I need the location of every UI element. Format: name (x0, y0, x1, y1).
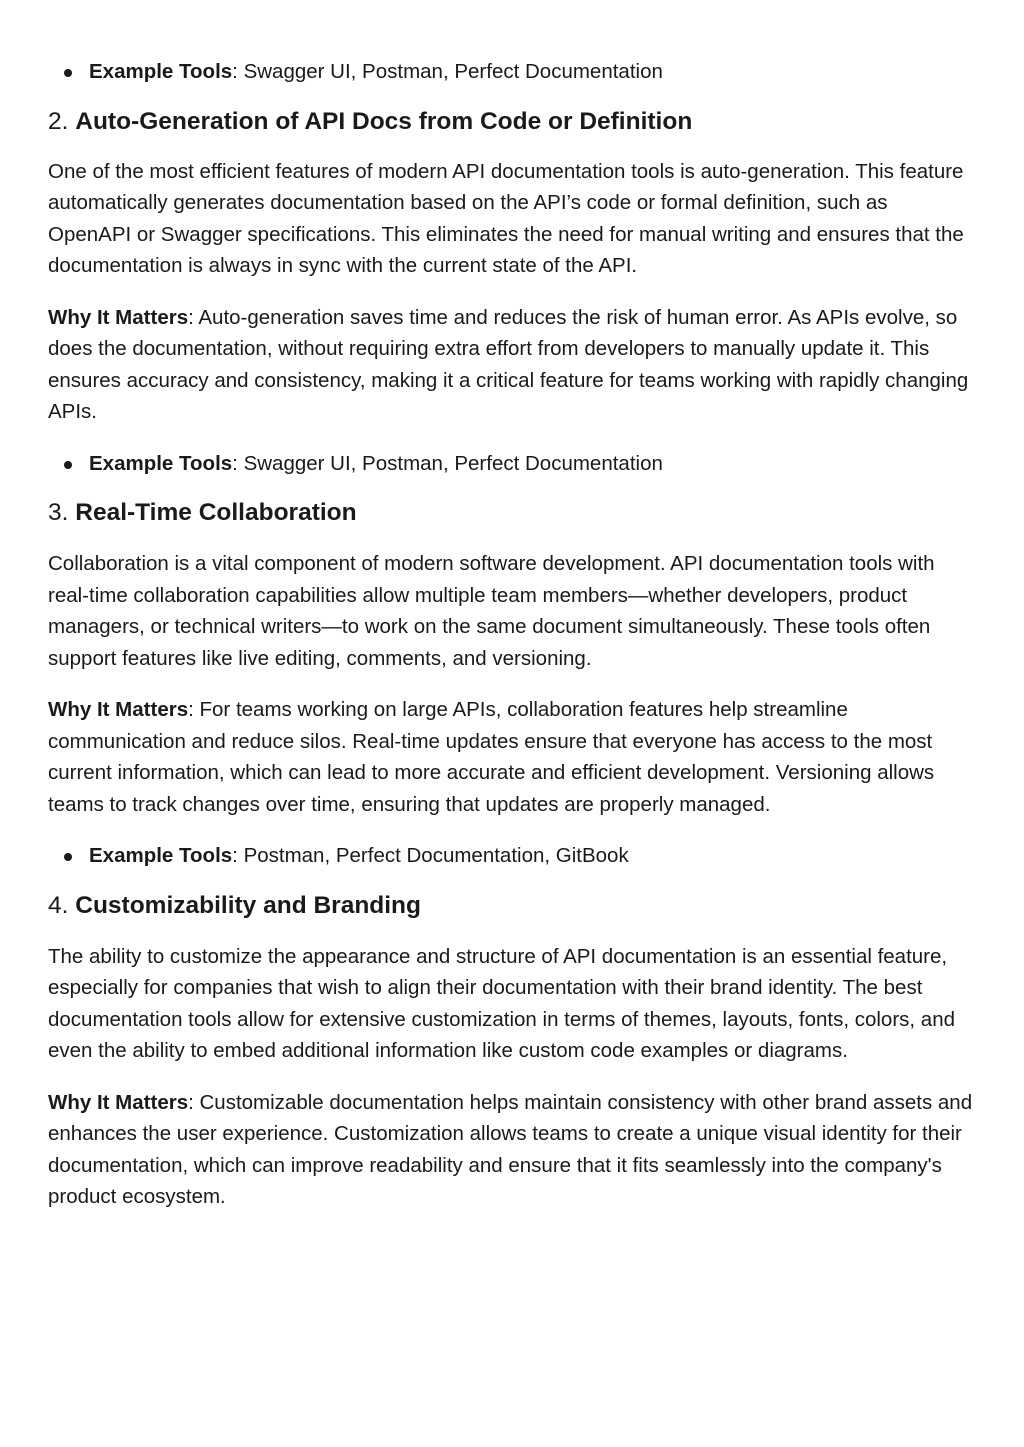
example-tools-label: Example Tools (89, 451, 233, 475)
section-body-paragraph: The ability to customize the appearance and structure of API documentation is an essential feature, especially for companies that wish to align their documentation with their brand identity. The best documentation tools allow for extensive customization in terms of themes, layouts, fonts, colors, and even the ability to embed additional information like custom code examples or diagrams. (48, 944, 955, 1062)
why-it-matters-text: : Customizable documentation helps maintain consistency with other brand assets and enhances the user experience. Customization allows teams to create a unique visual identity for their documentation, which can improve readability and ensure that it fits seamlessly into the company's product ecosystem. (48, 1090, 973, 1208)
section-heading-auto-generation (48, 105, 973, 139)
why-it-matters-paragraph (48, 694, 973, 820)
bullet-dot-icon (64, 853, 72, 861)
example-tools-label: Example Tools (89, 844, 233, 867)
why-it-matters-paragraph (48, 302, 973, 428)
why-it-matters-label: Why It Matters (48, 305, 189, 329)
example-tools-list: : Swagger UI, Postman, Perfect Documentation (232, 451, 663, 475)
why-it-matters-label: Why It Matters (48, 698, 189, 721)
example-tools-bullet (48, 840, 973, 872)
example-tools-list: : Swagger UI, Postman, Perfect Documentation (232, 60, 663, 83)
example-tools-bullet (48, 448, 973, 480)
why-it-matters-text: : For teams working on large APIs, collaboration features help streamline communication and reduce silos. Real-time updates ensure that everyone has access to the most current information, which can lead to more accurate and efficient development. Versioning allows teams to track changes over time, ensuring that updates are properly managed. (48, 698, 935, 816)
section-title: Auto-Generation of API Docs from Code or Definition (75, 107, 693, 135)
why-it-matters-label: Why It Matters (48, 1090, 189, 1114)
section-body-paragraph: Collaboration is a vital component of modern software development. API documentation tools with real-time collaboration capabilities allow multiple team members—whether developers, product managers, or technical writers—to work on the same document simultaneously. These tools often support features like live editing, comments, and versioning. (48, 552, 935, 670)
example-tools-list: : Postman, Perfect Documentation, GitBook (232, 844, 629, 867)
section-number: 3. (48, 499, 69, 526)
why-it-matters-text: : Auto-generation saves time and reduces the risk of human error. As APIs evolve, so does the documentation, without requiring extra effort from developers to manually update it. This ensures accuracy and consistency, making it a critical feature for teams working with rapidly changing APIs. (48, 305, 969, 423)
bullet-dot-icon (64, 69, 72, 77)
section-body-paragraph: One of the most efficient features of modern API documentation tools is auto-generation. This feature automatically generates documentation based on the API’s code or formal definition, such as OpenAPI or Swagger specifications. This eliminates the need for manual writing and ensures that the documentation is always in sync with the current state of the API. (48, 159, 964, 277)
section-number: 2. (48, 107, 69, 135)
section-heading-customizability (48, 889, 973, 923)
section-number: 4. (48, 891, 69, 919)
document-page (48, 56, 973, 1213)
why-it-matters-paragraph (48, 1087, 973, 1213)
example-tools-bullet (48, 56, 973, 88)
section-title: Real-Time Collaboration (75, 499, 357, 526)
bullet-dot-icon (64, 461, 72, 469)
section-title: Customizability and Branding (75, 891, 421, 919)
section-heading-real-time-collaboration (48, 496, 973, 530)
example-tools-label: Example Tools (89, 60, 233, 83)
